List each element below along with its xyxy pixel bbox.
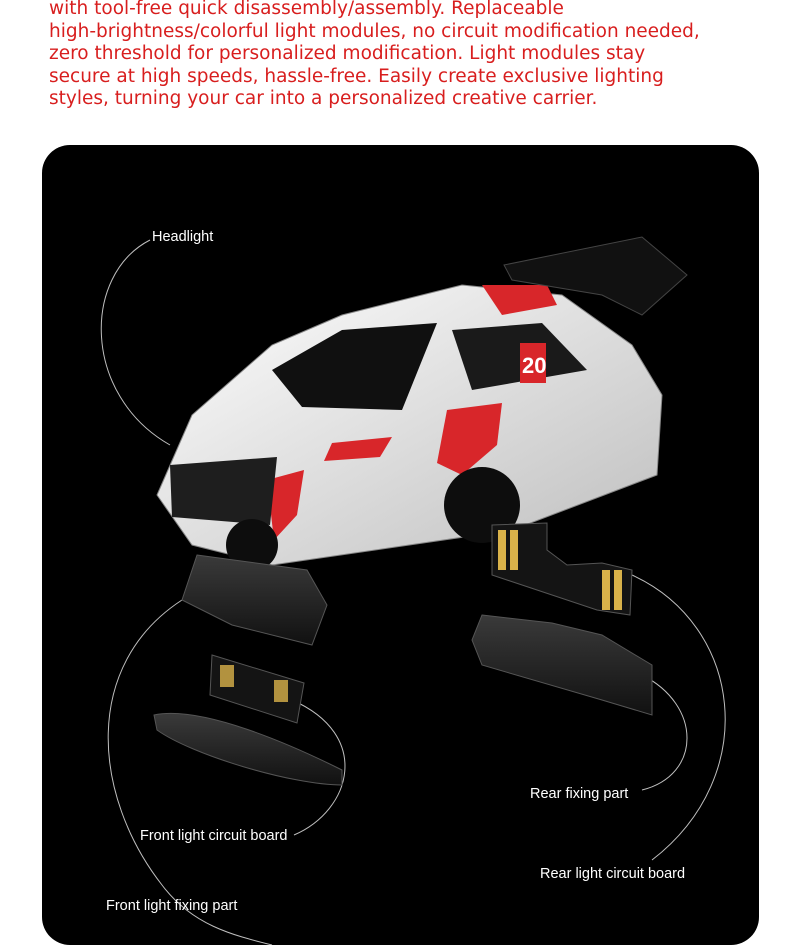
rear-fixing-part-label: Rear fixing part	[530, 786, 629, 802]
car-number: 20	[522, 353, 547, 378]
rear-circuit-leader	[632, 575, 725, 860]
front-light-fixing-part-label: Front light fixing part	[106, 898, 238, 914]
intro-line: with tool-free quick disassembly/assembly. Replaceable	[49, 0, 564, 19]
intro-line: zero threshold for personalized modification. Light modules stay	[49, 43, 646, 64]
rear-light-circuit-board	[492, 523, 632, 615]
front-light-fixing-part	[154, 713, 342, 785]
intro-paragraph	[49, 0, 769, 111]
intro-line: secure at high speeds, hassle-free. Easily create exclusive lighting	[49, 65, 664, 87]
exploded-view-illustration	[42, 145, 759, 945]
front-fixing-leader	[108, 600, 272, 945]
front-light-circuit-board-label: Front light circuit board	[140, 828, 288, 844]
rear-fixing-part	[472, 615, 652, 715]
rear-light-circuit-board-label: Rear light circuit board	[540, 866, 686, 882]
headlight-leader	[101, 240, 170, 445]
exploded-view-panel	[42, 145, 759, 945]
front-fixing-part-upper	[182, 555, 327, 645]
front-light-circuit-board	[210, 655, 304, 723]
intro-line: high-brightness/colorful light modules, no circuit modification needed,	[49, 20, 700, 42]
intro-line: styles, turning your car into a personalized creative carrier.	[49, 88, 598, 109]
headlight-label: Headlight	[152, 229, 214, 245]
car-body-shell	[157, 237, 687, 571]
